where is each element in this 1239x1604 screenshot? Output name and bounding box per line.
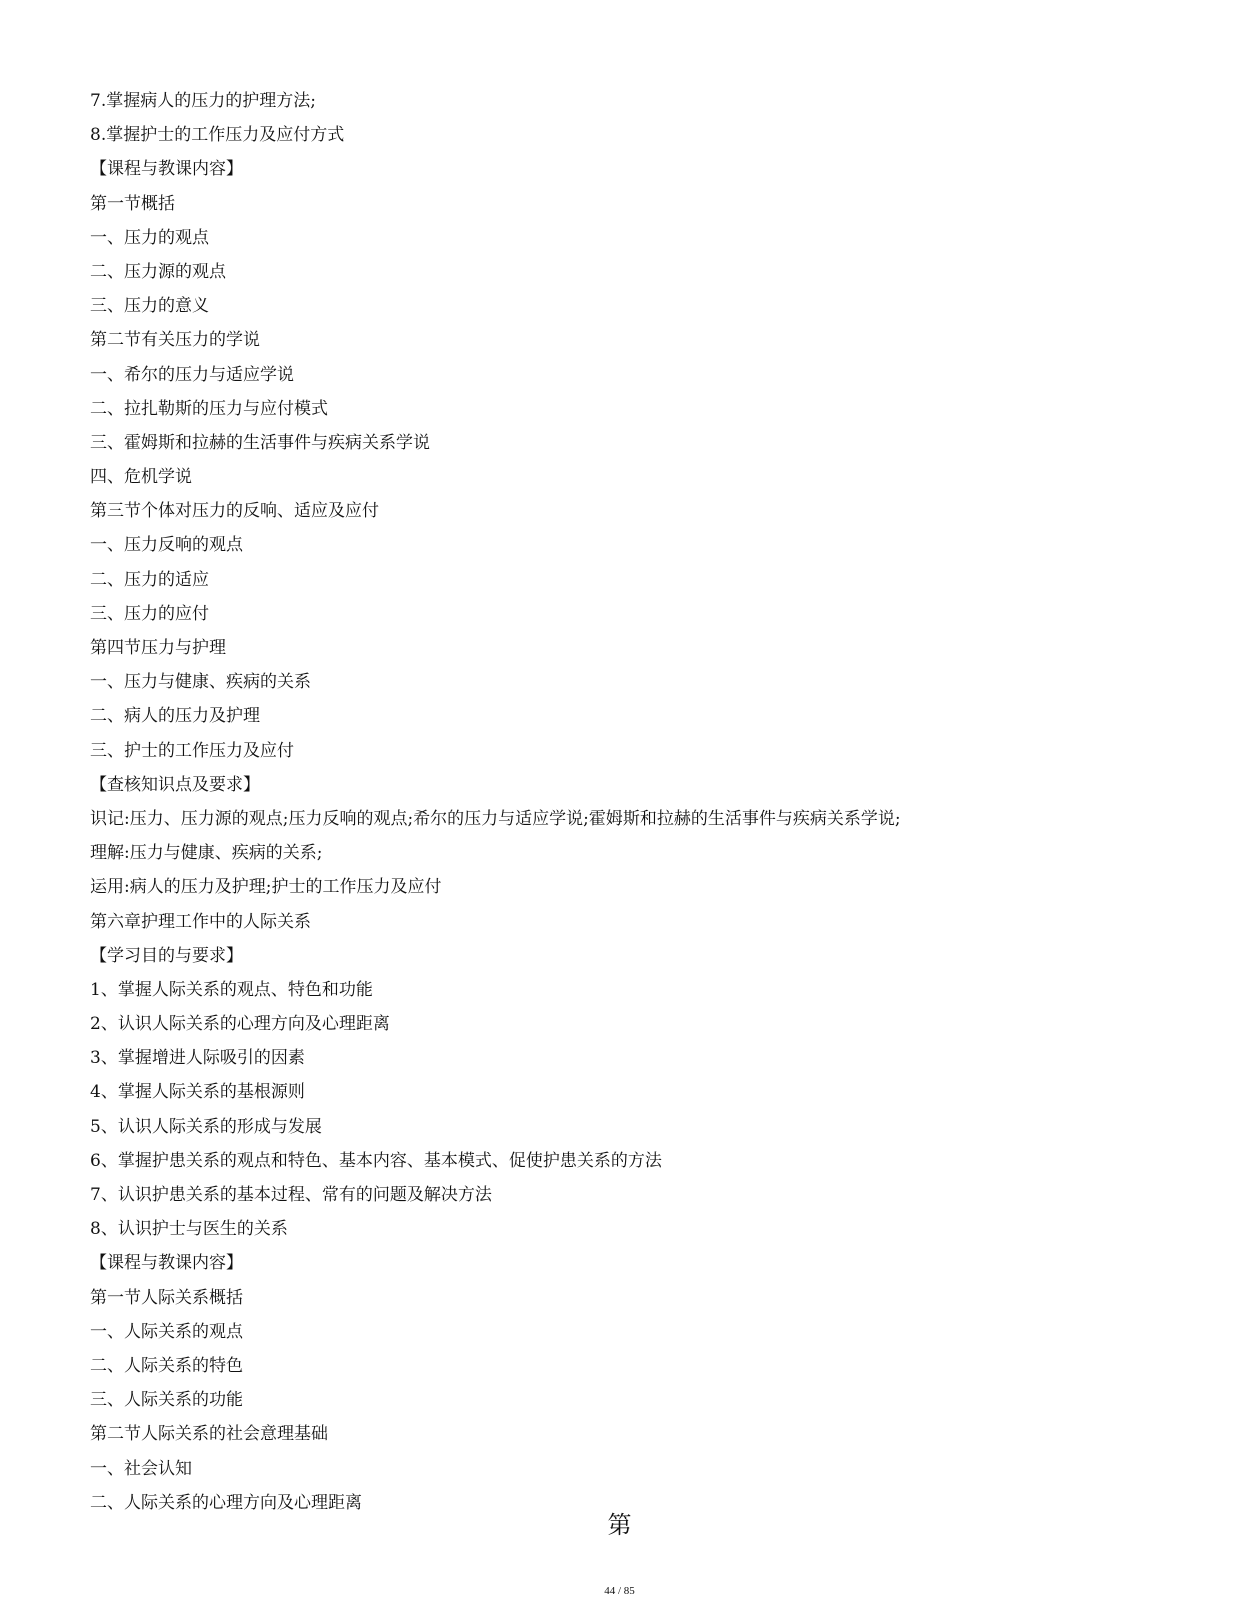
list-item: 三、压力的意义: [90, 296, 209, 317]
list-item: 二、压力的适应: [90, 569, 209, 590]
section-title: 第四节压力与护理: [90, 638, 226, 658]
list-item: 二、人际关系的心理方向及心理距离: [90, 1492, 362, 1513]
list-item: 2、认识人际关系的心理方向及心理距离: [90, 1014, 390, 1035]
list-item: 一、压力反响的观点: [90, 535, 243, 556]
section-title: 第二节人际关系的社会意理基础: [90, 1424, 328, 1445]
section-title: 第一节人际关系概括: [90, 1287, 243, 1308]
text-line: 识记:压力、压力源的观点;压力反响的观点;希尔的压力与适应学说;霍姆斯和拉赫的生活事件与疾病关系学说;: [90, 808, 901, 829]
chapter-title: 第六章护理工作中的人际关系: [90, 911, 311, 932]
list-item: 4、掌握人际关系的基根源则: [90, 1082, 305, 1103]
section-heading: 【查核知识点及要求】: [90, 774, 260, 795]
list-item: 二、人际关系的特色: [90, 1355, 243, 1376]
section-title: 第三节个体对压力的反响、适应及应付: [90, 501, 379, 522]
list-item: 三、护士的工作压力及应付: [90, 740, 294, 761]
list-item: 3、掌握增进人际吸引的因素: [90, 1048, 305, 1069]
text-line: 理解:压力与健康、疾病的关系;: [90, 843, 323, 864]
list-item: 1、掌握人际关系的观点、特色和功能: [90, 979, 373, 1000]
list-item: 7、认识护患关系的基本过程、常有的问题及解决方法: [90, 1185, 492, 1205]
section-heading: 【课程与教课内容】: [90, 159, 243, 180]
list-item: 一、压力的观点: [90, 227, 209, 248]
list-item: 一、人际关系的观点: [90, 1321, 243, 1342]
footer-glyph: 第: [607, 1511, 632, 1539]
list-item: 二、拉扎勒斯的压力与应付模式: [90, 398, 328, 419]
document-body: [90, 84, 1190, 1520]
list-item: 四、危机学说: [90, 467, 192, 488]
list-item: 一、压力与健康、疾病的关系: [90, 672, 311, 693]
list-item: 三、霍姆斯和拉赫的生活事件与疾病关系学说: [90, 432, 430, 453]
list-item: 三、压力的应付: [90, 603, 209, 624]
list-item: 5、认识人际关系的形成与发展: [90, 1116, 322, 1137]
page-number: 44 / 85: [604, 1585, 635, 1597]
list-item: 6、掌握护患关系的观点和特色、基本内容、基本模式、促使护患关系的方法: [90, 1150, 662, 1171]
section-title: 第一节概括: [90, 193, 175, 214]
list-item: 二、压力源的观点: [90, 261, 226, 282]
section-title: 第二节有关压力的学说: [90, 330, 260, 351]
text-line: 7.掌握病人的压力的护理方法;: [90, 91, 316, 111]
section-heading: 【课程与教课内容】: [90, 1253, 243, 1274]
list-item: 一、社会认知: [90, 1458, 192, 1479]
list-item: 8、认识护士与医生的关系: [90, 1219, 288, 1240]
text-line: 8.掌握护士的工作压力及应付方式: [90, 125, 345, 146]
list-item: 二、病人的压力及护理: [90, 706, 260, 727]
section-heading: 【学习目的与要求】: [90, 945, 243, 966]
text-line: 运用:病人的压力及护理;护士的工作压力及应付: [90, 877, 442, 898]
list-item: 三、人际关系的功能: [90, 1390, 243, 1411]
list-item: 一、希尔的压力与适应学说: [90, 364, 294, 385]
